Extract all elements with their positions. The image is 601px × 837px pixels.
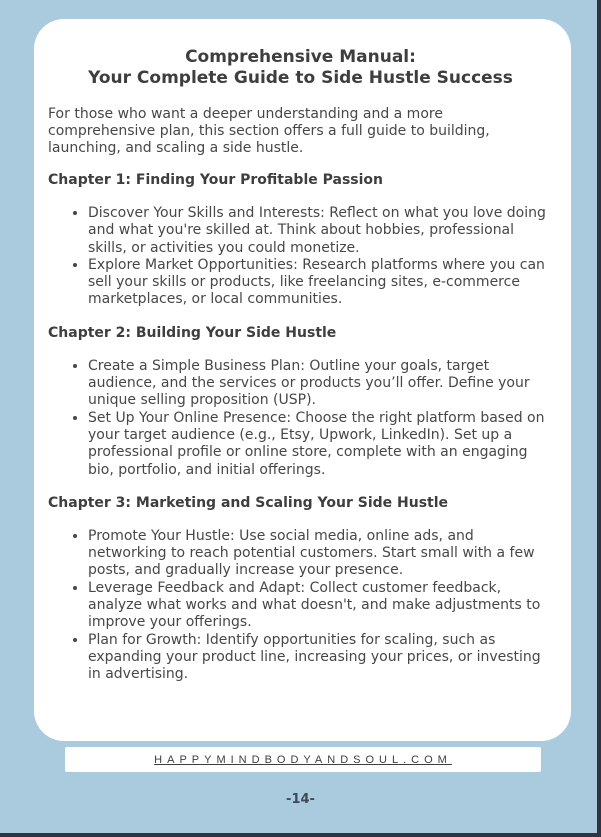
intro-paragraph: For those who want a deeper understanding and a more comprehensive plan, this section offers a full guide to building, launching, and scaling a side hustle. — [48, 106, 490, 156]
list-item: • Promote Your Hustle: Use social media, online ads, and networking to reach potential customers. Start small with a few posts, and gradually increase your presence. — [88, 528, 553, 580]
chapter-heading: Chapter 1: Finding Your Profitable Passion — [48, 172, 383, 188]
chapter-heading: Chapter 3: Marketing and Scaling Your Side Hustle — [48, 494, 449, 511]
list-item: • Plan for Growth: Identify opportunities for scaling, such as expanding your product line, increasing your prices, or investing in advertising. — [88, 632, 553, 684]
website-link[interactable]: HAPPYMINDBODYANDSOUL.COM — [154, 753, 452, 766]
chapter-section — [48, 325, 553, 479]
page-number: -14- — [286, 792, 315, 807]
bullet-list — [48, 205, 553, 309]
list-item: • Discover Your Skills and Interests: Reflect on what you love doing and what you're skilled at. Think about hobbies, professional skills, or activities you could monetize. — [88, 205, 553, 257]
list-item: • Set Up Your Online Presence: Choose the right platform based on your target audience (e.g., Etsy, Upwork, LinkedIn). Set up a professional profile or online store, complete with an engaging bio, portfolio, and initial offerings. — [88, 410, 553, 479]
bullet-list — [48, 358, 553, 479]
chapter-heading: Chapter 2: Building Your Side Hustle — [48, 324, 337, 341]
footer-bar — [65, 747, 541, 772]
content-card — [34, 19, 571, 741]
chapter-section — [48, 172, 553, 309]
bullet-list — [48, 528, 553, 684]
chapter-section — [48, 495, 553, 684]
list-item: • Create a Simple Business Plan: Outline your goals, target audience, and the services or products you’ll offer. Define your unique selling proposition (USP). — [88, 358, 553, 410]
list-item: • Leverage Feedback and Adapt: Collect customer feedback, analyze what works and what doesn't, and make adjustments to improve your offerings. — [88, 580, 553, 632]
page-title: Comprehensive Manual: Your Complete Guide to Side Hustle Success — [88, 47, 513, 88]
list-item: • Explore Market Opportunities: Research platforms where you can sell your skills or products, like freelancing sites, e-commerce marketplaces, or local communities. — [88, 257, 553, 309]
